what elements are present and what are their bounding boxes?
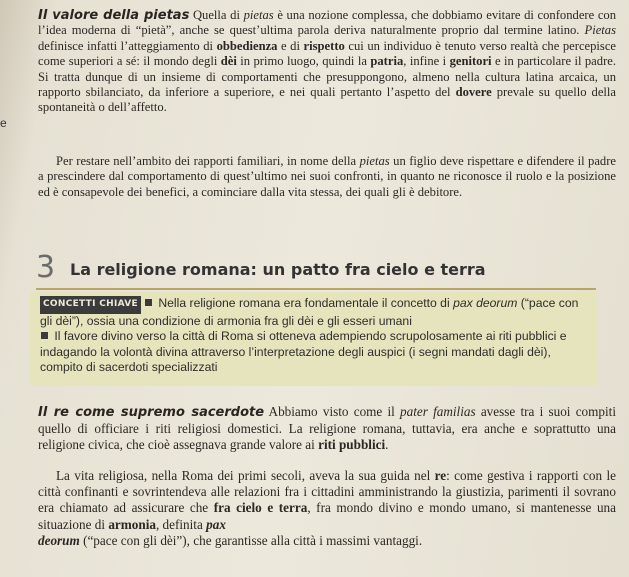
- bold-italic-term: deorum: [38, 532, 80, 548]
- text-run: La vita religiosa, nella Roma dei primi secoli, aveva la sua guida nel: [56, 468, 435, 483]
- text-run: Quella di: [189, 8, 244, 22]
- key-concepts-badge: CONCETTI CHIAVE: [40, 296, 141, 314]
- text-run: Abbiamo visto come il: [264, 404, 401, 419]
- italic-term: pietas: [243, 8, 274, 22]
- text-run: prevale su quello della spontaneità o dell’affetto.: [38, 85, 616, 115]
- text-run: , definita: [155, 516, 207, 532]
- bold-term: re: [434, 468, 447, 483]
- paragraph-king-priest: [38, 404, 616, 454]
- text-run: Nella religione romana era fondamentale il concetto di: [154, 296, 454, 310]
- text-run: , infine i: [403, 54, 450, 69]
- bold-term: riti pubblici: [318, 437, 386, 453]
- text-run: un figlio deve rispettare e difendere il padre a prescindere dal comportamento di quest’ultimo nei suoi confronti, in quanto ne riconosce il ruolo e la posizione ed è consapevole dei benefici, a cominciare dalla vita stessa, dei quali gli è debitore.: [38, 154, 617, 199]
- italic-term: pater familias: [400, 404, 476, 419]
- bold-term: armonia: [108, 516, 156, 532]
- italic-term: Pietas: [584, 23, 616, 38]
- paragraph-family: [38, 154, 616, 200]
- section-title: La religione romana: un patto fra cielo e terra: [70, 260, 486, 279]
- bold-term: dèi: [220, 54, 237, 69]
- key-concepts-text: [40, 296, 590, 376]
- bullet-square-icon: [145, 299, 152, 306]
- bold-italic-term: pax: [206, 516, 226, 532]
- text-run: e di: [277, 38, 304, 53]
- text-run: in primo luogo, quindi la: [236, 54, 371, 69]
- text-run: avesse tra i suoi compiti quello di officiare i riti religiosi domestici. La religione romana, tuttavia, era anche e soprattutto una religione civica, che cioè assegnava grande valore ai: [38, 404, 616, 453]
- text-run: è una nozione complessa, che dobbiamo evitare di confondere con l’idea moderna di “pietà”, anche se quest’ultima parola deriva naturalmente proprio dal termine latino.: [38, 8, 617, 38]
- section-heading: [36, 250, 596, 290]
- bold-term: genitori: [449, 54, 492, 69]
- paragraph-pietas: [38, 8, 616, 116]
- key-concepts-box: [30, 292, 598, 386]
- text-run: e in particolare il padre. Si tratta dunque di un insieme di comportamenti che presuppongono, almeno nella cultura latina arcaica, un rapporto sbilanciato, da inferiore a superiore, e nei quali pertanto l’aspetto del: [38, 54, 616, 100]
- paragraph-religious-life: [38, 468, 616, 549]
- text-run: (“pace con gli dèi”), ossia una condizione di armonia fra gli dèi e gli esseri umani: [40, 296, 579, 328]
- section-number: 3: [36, 250, 56, 285]
- text-run: Per restare nell’ambito dei rapporti familiari, in nome della: [56, 154, 360, 168]
- text-run: .: [385, 437, 389, 453]
- paragraph-lead: Il re come supremo sacerdote: [38, 405, 265, 420]
- paragraph-lead: Il valore della pietas: [38, 8, 190, 23]
- bullet-square-icon: [41, 332, 48, 339]
- text-run: cui un individuo è tenuto verso realtà che percepisce come superiori a sé: il mondo degli: [38, 38, 617, 69]
- bold-term: fra cielo e terra: [213, 500, 308, 516]
- bold-term: rispetto: [303, 38, 345, 53]
- text-run: definisce infatti l’atteggiamento di: [38, 38, 217, 53]
- text-run: Il favore divino verso la città di Roma si otteneva adempiendo scrupolosamente ai riti pubblici e indagando la volontà divina attraverso l’interpretazione degli auspici (i segni mandati dagli dèi), compito di sacerdoti specializzati: [40, 329, 567, 375]
- text-run: (“pace con gli dèi”), che garantisse alla città i massimi vantaggi.: [79, 532, 423, 548]
- bold-term: dovere: [455, 85, 492, 100]
- margin-letter: e: [0, 116, 7, 130]
- italic-term: pietas: [359, 154, 390, 168]
- text-run: , fra mondo divino e mondo umano, si mantenesse una situazione di: [38, 500, 616, 532]
- italic-term: pax deorum: [453, 296, 518, 310]
- bold-term: patria: [370, 54, 404, 69]
- bold-term: obbedienza: [216, 38, 278, 53]
- text-run: : come gestiva i rapporti con le città confinanti e sovrintendeva alle relazioni fra i cittadini amministrando la giustizia, parimenti il sovrano era chiamato ad assicurare che: [38, 468, 616, 516]
